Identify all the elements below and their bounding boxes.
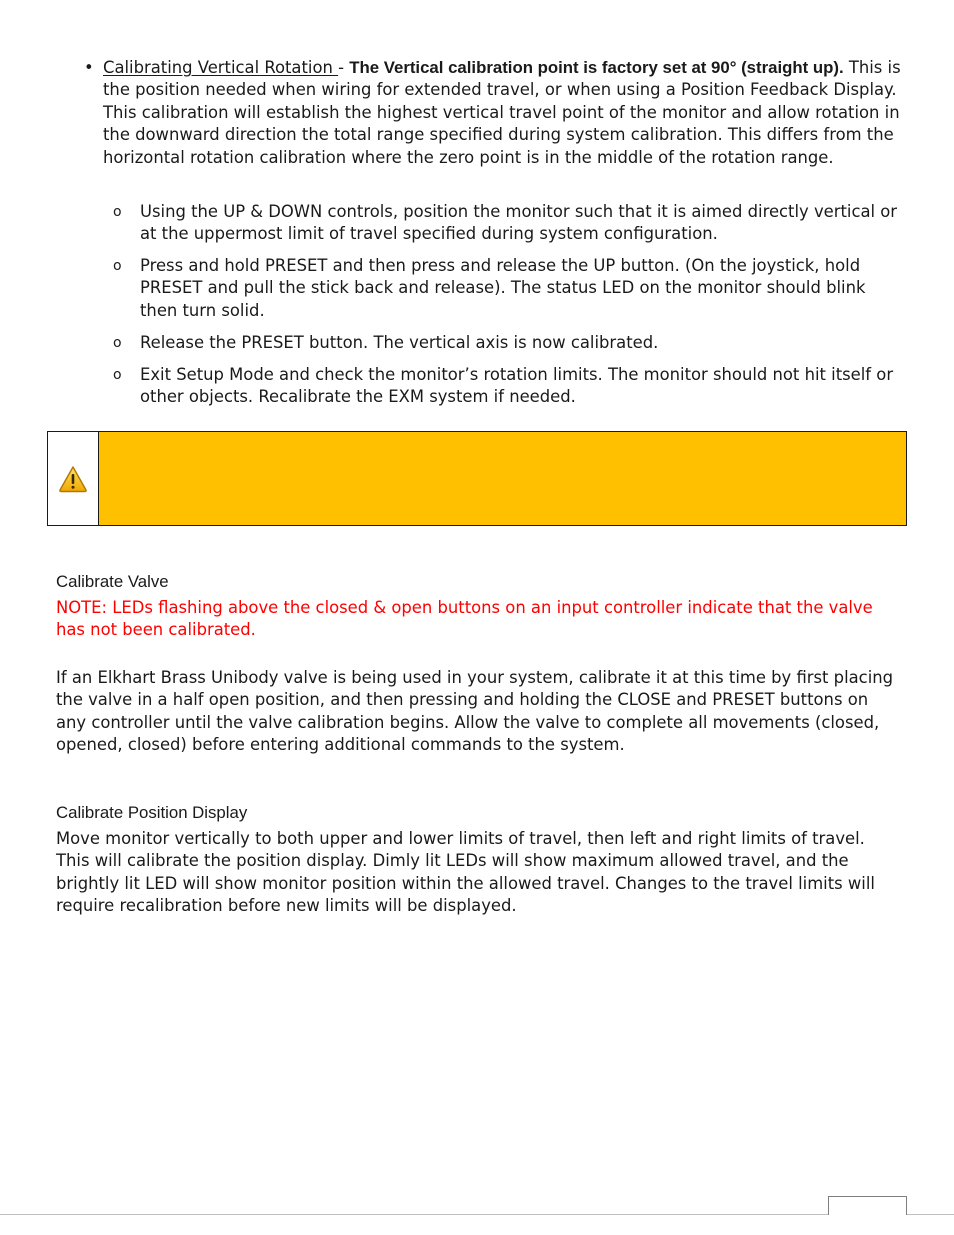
position-display-instructions: Move monitor vertically to both upper and lower limits of travel, then left and right limits of travel. This will calibrate the position display. Dimly lit LEDs will show maximum allowed travel, and the brightly lit LED will show monitor position within the allowed travel. Changes to the travel limits will require recalibration before new limits will be displayed. xyxy=(56,829,875,916)
step-marker: o xyxy=(113,258,122,274)
warning-triangle-icon xyxy=(58,465,88,493)
step-item xyxy=(113,255,900,322)
valve-note: NOTE: LEDs flashing above the closed & open buttons on an input controller indicate that the valve has not been calibrated. xyxy=(56,598,873,640)
heading-dash: - xyxy=(338,58,350,77)
page-number-tab xyxy=(828,1196,907,1215)
warning-icon-cell xyxy=(48,432,99,525)
warning-callout xyxy=(47,431,907,526)
step-marker: o xyxy=(113,204,122,220)
step-text: Press and hold PRESET and then press and release the UP button. (On the joystick, hold PRESET and pull the stick back and release). The status LED on the monitor should blink then turn solid. xyxy=(140,256,866,320)
step-text: Exit Setup Mode and check the monitor’s rotation limits. The monitor should not hit itself or other objects. Recalibrate the EXM system if needed. xyxy=(140,365,894,407)
step-text: Release the PRESET button. The vertical axis is now calibrated. xyxy=(140,333,659,352)
factory-set-statement: The Vertical calibration point is factory set at 90° (straight up). xyxy=(349,58,844,77)
step-marker: o xyxy=(113,367,122,383)
step-item xyxy=(113,201,900,246)
footer-rule xyxy=(0,1214,954,1215)
step-item xyxy=(113,332,900,354)
calibrate-valve-heading: Calibrate Valve xyxy=(56,572,169,591)
vertical-rotation-bullet xyxy=(84,57,903,169)
vertical-rotation-heading: Calibrating Vertical Rotation xyxy=(103,58,339,77)
step-item xyxy=(113,364,900,409)
calibrate-position-display-heading: Calibrate Position Display xyxy=(56,803,248,822)
bullet-dot-icon: • xyxy=(84,58,94,77)
valve-instructions: If an Elkhart Brass Unibody valve is being used in your system, calibrate it at this time by first placing the valve in a half open position, and then pressing and holding the CLOSE and PRESET buttons on any controller until the valve calibration begins. Allow the valve to complete all movements (closed, opened, closed) before entering additional commands to the system. xyxy=(56,668,894,755)
step-marker: o xyxy=(113,335,122,351)
vertical-rotation-body: This is the position needed when wiring for extended travel, or when using a Position Feedback Display. This calibration will establish the highest vertical travel point of the monitor and allow rotation in the downward direction the total range specified during system calibration. This differs from the horizontal rotation calibration where the zero point is in the middle of the rotation range. xyxy=(103,58,901,167)
step-text: Using the UP & DOWN controls, position the monitor such that it is aimed directly vertical or at the uppermost limit of travel specified during system configuration. xyxy=(140,202,898,244)
